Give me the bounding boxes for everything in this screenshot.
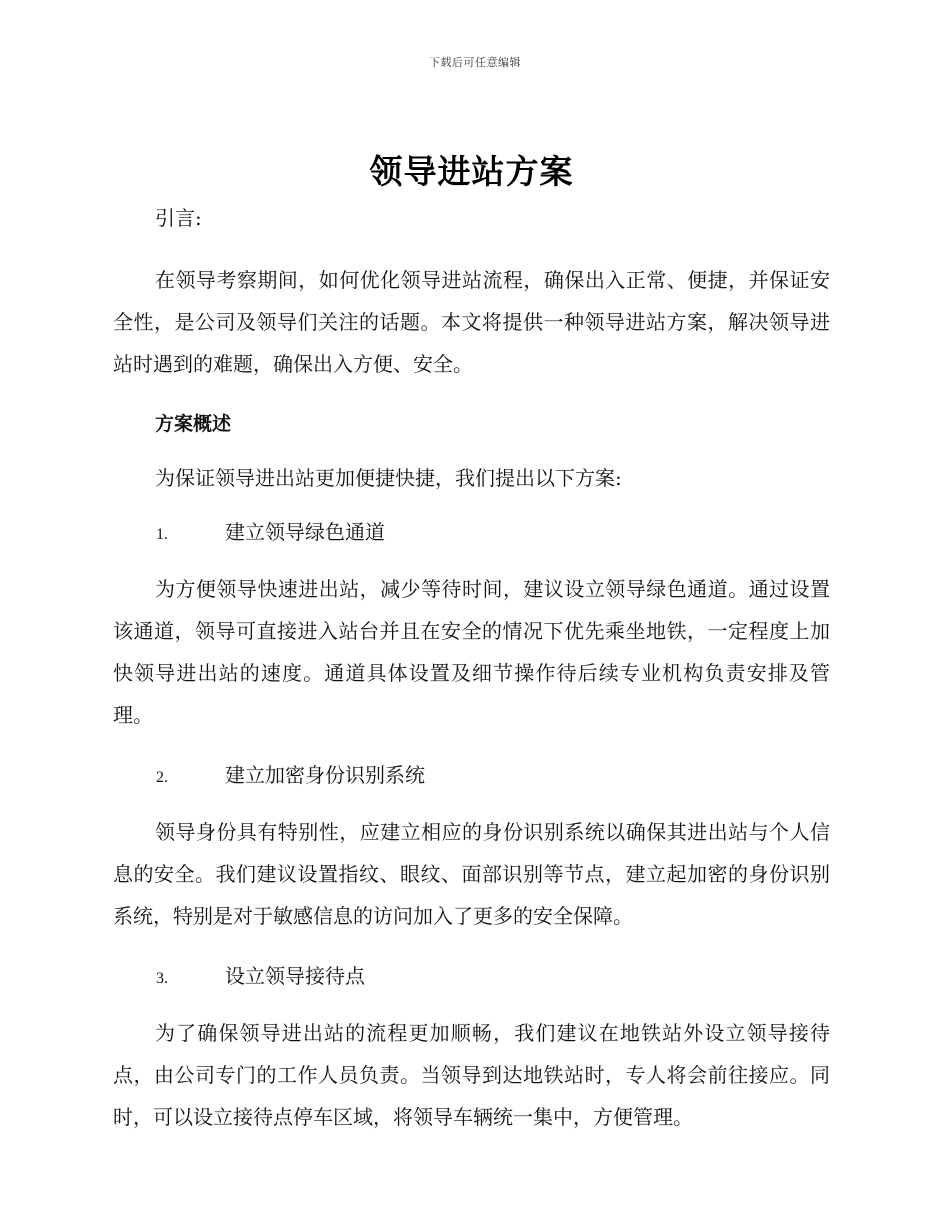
page-header-note: 下载后可任意编辑 — [429, 56, 521, 69]
list-item-1-heading — [113, 517, 830, 550]
intro-paragraph: 在领导考察期间，如何优化领导进站流程，确保出入正常、便捷，并保证安全性，是公司及领导们关注的话题。本文将提供一种领导进站方案，解决领导进站时遇到的难题，确保出入方便、安全。 — [113, 268, 830, 376]
list-item-number: 3. — [156, 970, 168, 987]
section-lead: 为保证领导进出站更加便捷快捷，我们提出以下方案: — [155, 466, 622, 490]
list-item-3-heading — [113, 961, 830, 994]
document-page — [113, 148, 830, 1138]
list-item-3-body: 为了确保领导进出站的流程更加顺畅，我们建议在地铁站外设立领导接待点，由公司专门的工作人员负责。当领导到达地铁站时，专人将会前往接应。同时，可以设立接待点停车区域，将领导车辆统一集中，方便管理。 — [113, 1021, 830, 1129]
list-item-number: 2. — [156, 769, 168, 786]
list-item-2-heading — [113, 760, 830, 793]
list-item-title: 建立加密身份识别系统 — [225, 763, 425, 787]
list-item-title: 设立领导接待点 — [225, 964, 365, 988]
intro-label: 引言: — [155, 206, 202, 230]
section-heading: 方案概述 — [155, 413, 232, 435]
list-item-2-body: 领导身份具有特别性，应建立相应的身份识别系统以确保其进出站与个人信息的安全。我们建议设置指纹、眼纹、面部识别等节点，建立起加密的身份识别系统，特别是对于敏感信息的访问加入了更多的安全保障。 — [113, 820, 830, 928]
list-item-1-body: 为方便领导快速进出站，减少等待时间，建议设立领导绿色通道。通过设置该通道，领导可直接进入站台并且在安全的情况下优先乘坐地铁，一定程度上加快领导进出站的速度。通道具体设置及细节操作待后续专业机构负责安排及管理。 — [113, 577, 830, 727]
list-item-title: 建立领导绿色通道 — [225, 520, 385, 544]
document-title: 领导进站方案 — [369, 152, 574, 191]
list-item-number: 1. — [156, 526, 168, 543]
